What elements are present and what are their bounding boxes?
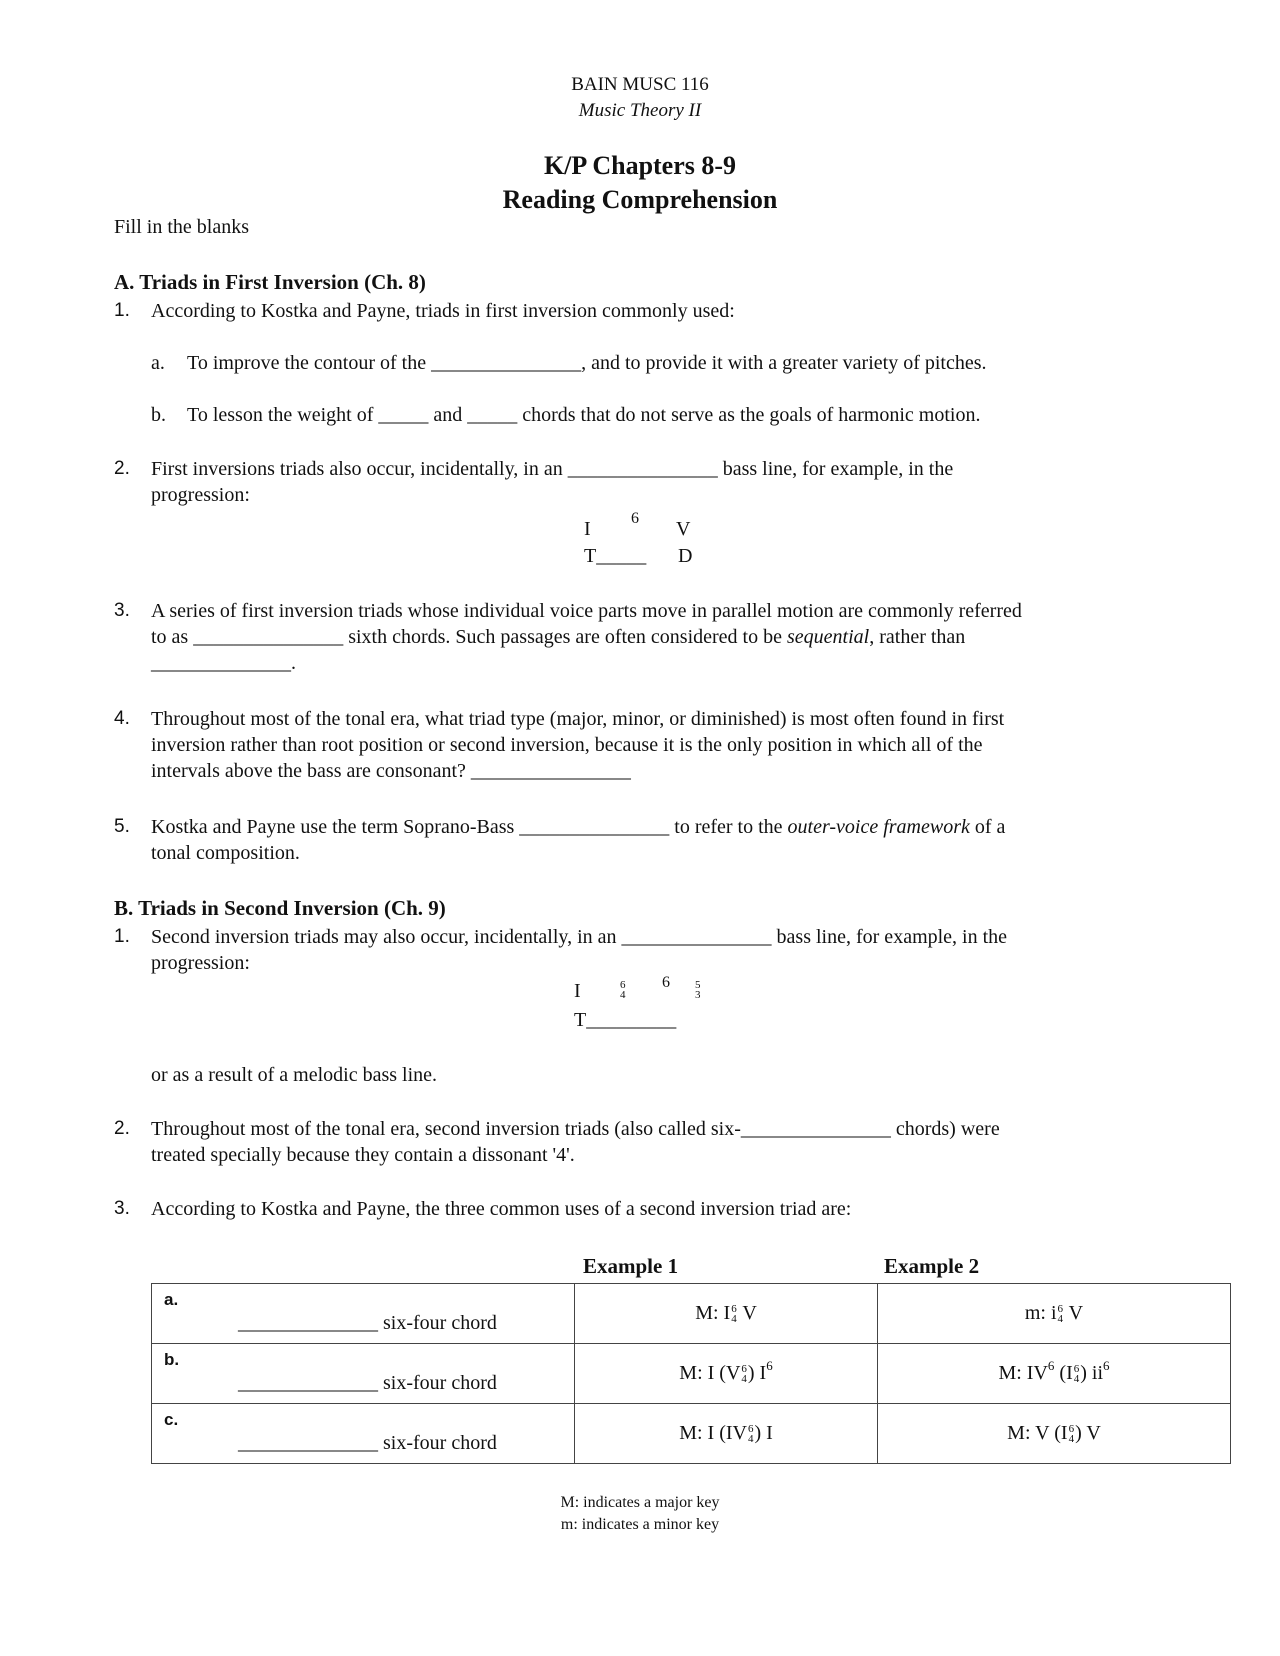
chord-text: V (737, 1302, 757, 1324)
figure-top: 6 (747, 1423, 754, 1436)
question-number: 3. (114, 600, 130, 621)
question-text: First inversions triads also occur, incidentally, in an _______________ bass line, for example, in the (151, 458, 954, 480)
question-text: A series of first inversion triads whose individual voice parts move in parallel motion are commonly referred (151, 600, 1022, 622)
chord-text: M: I (V (679, 1362, 741, 1384)
example-1-cell (575, 1344, 878, 1404)
row-letter: b. (164, 1350, 180, 1369)
emphasis: sequential (787, 626, 870, 648)
figure-top: 6 (1073, 1363, 1080, 1376)
example-2-cell (878, 1284, 1231, 1344)
figure-bottom: 4 (620, 989, 626, 1001)
emphasis: outer-voice framework (787, 816, 970, 838)
instructions: Fill in the blanks (114, 216, 249, 238)
figure-top: 5 (695, 979, 701, 991)
column-heading-example-1: Example 1 (583, 1254, 679, 1278)
figured-bass (748, 1424, 754, 1444)
course-code: BAIN MUSC 116 (571, 74, 709, 95)
figure-bottom: 4 (747, 1433, 754, 1446)
figure-bottom: 4 (1068, 1433, 1075, 1446)
question-text: According to Kostka and Payne, triads in first inversion commonly used: (151, 300, 735, 322)
figured-bass (1069, 1424, 1075, 1444)
use-cell (152, 1404, 575, 1464)
chord-text: (I (1054, 1362, 1073, 1384)
progression-function: T_____ (584, 545, 647, 567)
figure-bottom: 4 (1073, 1373, 1080, 1386)
figure-bottom: 4 (1057, 1313, 1064, 1326)
figure-top: 6 (620, 979, 626, 991)
question-text: or as a result of a melodic bass line. (151, 1064, 438, 1086)
chord-text: V (1064, 1302, 1084, 1324)
question-number: 4. (114, 708, 130, 729)
progression-function: T_________ (574, 1009, 677, 1031)
question-number: 3. (114, 1198, 130, 1219)
progression-roman: I (584, 518, 591, 540)
chord-text: M: V (I (1007, 1422, 1068, 1444)
chord-text: M: I (695, 1302, 731, 1324)
question-text (151, 816, 1005, 839)
table-row (152, 1404, 1231, 1464)
figured-bass (1058, 1304, 1064, 1324)
question-text: Throughout most of the tonal era, what triad type (major, minor, or diminished) is most often found in first (151, 708, 1005, 730)
question-text: treated specially because they contain a dissonant '4'. (151, 1144, 575, 1166)
question-text: Second inversion triads may also occur, incidentally, in an _______________ bass line, for example, in the (151, 926, 1008, 948)
sub-label: a. (151, 352, 165, 374)
table-row (152, 1284, 1231, 1344)
row-letter: c. (164, 1410, 179, 1429)
figure-top: 6 (731, 1303, 737, 1316)
figured-bass (731, 1304, 737, 1324)
course-subtitle: Music Theory II (578, 100, 702, 121)
question-text: According to Kostka and Payne, the three common uses of a second inversion triad are: (151, 1198, 852, 1220)
use-text: ______________ six-four chord (238, 1312, 497, 1334)
question-text: progression: (151, 952, 250, 974)
figure-bottom: 3 (695, 989, 701, 1001)
progression-figure (695, 980, 701, 1000)
question-text: Throughout most of the tonal era, second inversion triads (also called six-_______________ chords) were (151, 1118, 1000, 1140)
question-text: ______________. (151, 652, 296, 674)
chord-text: M: IV (998, 1362, 1048, 1384)
figure-top: 6 (1057, 1303, 1064, 1316)
question-text-part: Kostka and Payne use the term Soprano-Bass _______________ to refer to the (151, 816, 788, 838)
figure-bottom: 4 (731, 1313, 737, 1326)
uses-table (151, 1283, 1231, 1464)
question-text: intervals above the bass are consonant? ________________ (151, 760, 631, 782)
question-number: 1. (114, 926, 130, 947)
question-number: 2. (114, 1118, 130, 1139)
progression-roman: I (574, 980, 581, 1002)
question-text-part: to as _______________ sixth chords. Such passages are often considered to be (151, 626, 787, 648)
question-number: 5. (114, 816, 130, 837)
use-text: ______________ six-four chord (238, 1372, 497, 1394)
chord-text: M: I (IV (679, 1422, 747, 1444)
sub-text: To improve the contour of the _______________, and to provide it with a greater variety of pitches. (187, 352, 987, 374)
chord-text: ) ii (1080, 1362, 1104, 1384)
table-row (152, 1344, 1231, 1404)
figured-bass (1074, 1364, 1080, 1384)
question-number: 1. (114, 300, 130, 321)
progression-figure: 6 (662, 974, 670, 991)
question-number: 2. (114, 458, 130, 479)
page-title: K/P Chapters 8-9 (543, 151, 737, 180)
progression-figure (620, 980, 626, 1000)
inversion-figure: 6 (1103, 1358, 1110, 1373)
example-1-cell (575, 1284, 878, 1344)
progression-figure: 6 (631, 510, 639, 527)
use-cell (152, 1344, 575, 1404)
figured-bass (741, 1364, 747, 1384)
use-text: ______________ six-four chord (238, 1432, 497, 1454)
column-heading-example-2: Example 2 (884, 1254, 980, 1278)
chord-text: ) I (754, 1422, 773, 1444)
chord-text: ) I (747, 1362, 767, 1384)
example-2-cell (878, 1344, 1231, 1404)
footnote-major: M: indicates a major key (560, 1494, 720, 1511)
example-2-cell (878, 1404, 1231, 1464)
example-1-cell (575, 1404, 878, 1464)
question-text: progression: (151, 484, 250, 506)
inversion-figure: 6 (766, 1358, 773, 1373)
chord-text: ) V (1075, 1422, 1101, 1444)
chord-text: m: i (1024, 1302, 1057, 1324)
sub-text: To lesson the weight of _____ and _____ chords that do not serve as the goals of harmonic motion. (187, 404, 981, 426)
section-a-heading: A. Triads in First Inversion (Ch. 8) (114, 270, 426, 294)
figure-top: 6 (741, 1363, 747, 1376)
progression-roman: V (676, 518, 691, 540)
footnote-minor: m: indicates a minor key (560, 1516, 720, 1533)
sub-label: b. (151, 404, 166, 426)
question-text-part: of a (969, 816, 1006, 838)
section-b-heading: B. Triads in Second Inversion (Ch. 9) (114, 896, 446, 920)
question-text: tonal composition. (151, 842, 300, 864)
inversion-figure: 6 (1047, 1358, 1055, 1373)
question-text: inversion rather than root position or second inversion, because it is the only position in which all of the (151, 734, 983, 756)
question-text (151, 626, 965, 649)
figure-top: 6 (1068, 1423, 1075, 1436)
question-text-part: , rather than (869, 626, 966, 648)
figure-bottom: 4 (741, 1373, 747, 1386)
page-subtitle: Reading Comprehension (502, 185, 778, 214)
use-cell (152, 1284, 575, 1344)
row-letter: a. (164, 1290, 179, 1309)
progression-function: D (678, 545, 693, 567)
